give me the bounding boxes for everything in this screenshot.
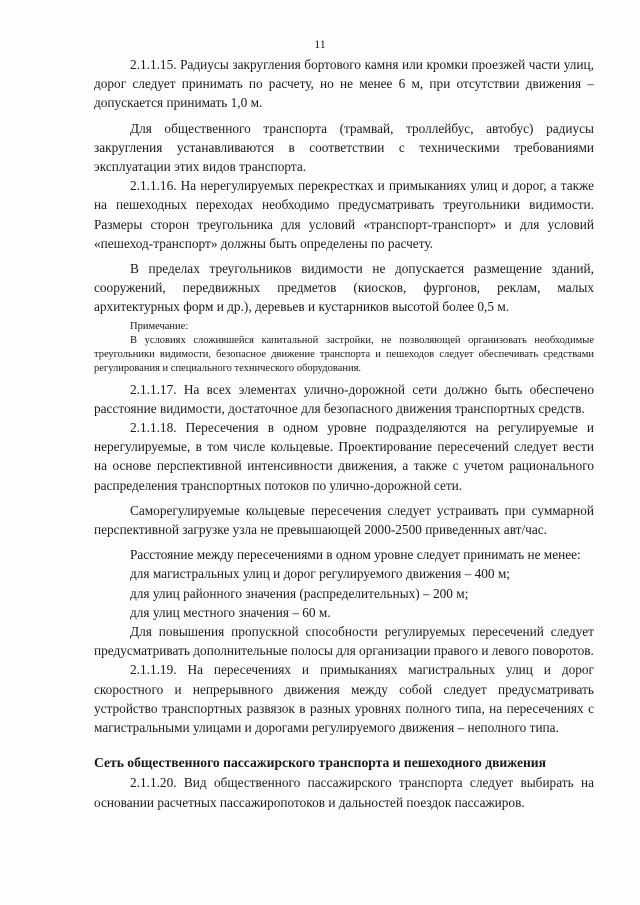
paragraph-visibility-triangles: В пределах треугольников видимости не допускается размещение зданий, сооружений, передвижных предметов (киосков, фургонов, реклам, малых архитектурных форм и др.), деревьев и кустарников высотой более 0,5 м. [94, 261, 594, 315]
paragraph-2-1-1-17: 2.1.1.17. На всех элементах улично-дорожной сети должно быть обеспечено расстояние видимости, достаточное для безопасного движения транспортных средств. [94, 381, 594, 416]
distance-item-arterial: для магистральных улиц и дорог регулируемого движения – 400 м; [130, 566, 511, 582]
paragraph-2-1-1-15: 2.1.1.15. Радиусы закругления бортового камня или кромки проезжей части улиц, дорог следует принимать по расчету, но не менее 6 м, при отсутствии движения – допускается принимать 1,0 м. [94, 57, 594, 111]
paragraph-2-1-1-16: 2.1.1.16. На нерегулируемых перекрестках и примыканиях улиц и дорог, а также на пешеходных переходах необходимо предусматривать треугольники видимости. Размеры сторон треугольника для условий «транспорт-транспорт» и для условий «пешеход-транспорт» должны быть определены по расчету. [94, 178, 594, 251]
paragraph-2-1-1-20: 2.1.1.20. Вид общественного пассажирского транспорта следует выбирать на основании расчетных пассажиропотоков и дальностей поездок пассажиров. [94, 775, 594, 810]
note-text: В условиях сложившейся капитальной застройки, не позволяющей организовать необходимые треугольники видимости, безопасное движение транспорта и пешеходов следует обеспечивать средствами регулирования и специального технического оборудования. [94, 334, 594, 374]
paragraph-public-transport-radii: Для общественного транспорта (трамвай, троллейбус, автобус) радиусы закругления устанавливаются в соответствии с техническими требованиями эксплуатации этих видов транспорта. [94, 120, 594, 175]
page-number: 11 [314, 37, 326, 51]
paragraph-turn-lanes: Для повышения пропускной способности регулируемых пересечений следует предусматривать дополнительные полосы для организации правого и левого поворотов. [94, 624, 594, 659]
paragraph-intersection-distance: Расстояние между пересечениями в одном уровне следует принимать не менее: [130, 547, 581, 563]
paragraph-2-1-1-19: 2.1.1.19. На пересечениях и примыканиях магистральных улиц и дорог скоростного и непрерывного движения между собой следует предусматривать устройство транспортных развязок в разных уровнях полного типа, на пересечениях с магистральными улицами и дорогами регулируемого движения – неполного типа. [94, 662, 594, 736]
distance-item-local: для улиц местного значения – 60 м. [130, 604, 331, 620]
paragraph-roundabouts: Саморегулируемые кольцевые пересечения следует устраивать при суммарной перспективной загрузке узла не превышающей 2000-2500 приведенных авт/час. [94, 502, 594, 538]
paragraph-2-1-1-18: 2.1.1.18. Пересечения в одном уровне подразделяются на регулируемые и нерегулируемые, в том числе кольцевые. Проектирование пересечений следует вести на основе перспективной интенсивности движения, а также с учетом рационального распределения транспортных потоков по улично-дорожной сети. [94, 420, 594, 493]
section-heading: Сеть общественного пассажирского транспорта и пешеходного движения [94, 755, 546, 771]
note-title: Примечание: [130, 320, 189, 332]
distance-item-district: для улиц районного значения (распределительных) – 200 м; [130, 585, 469, 601]
document-body [94, 55, 594, 812]
